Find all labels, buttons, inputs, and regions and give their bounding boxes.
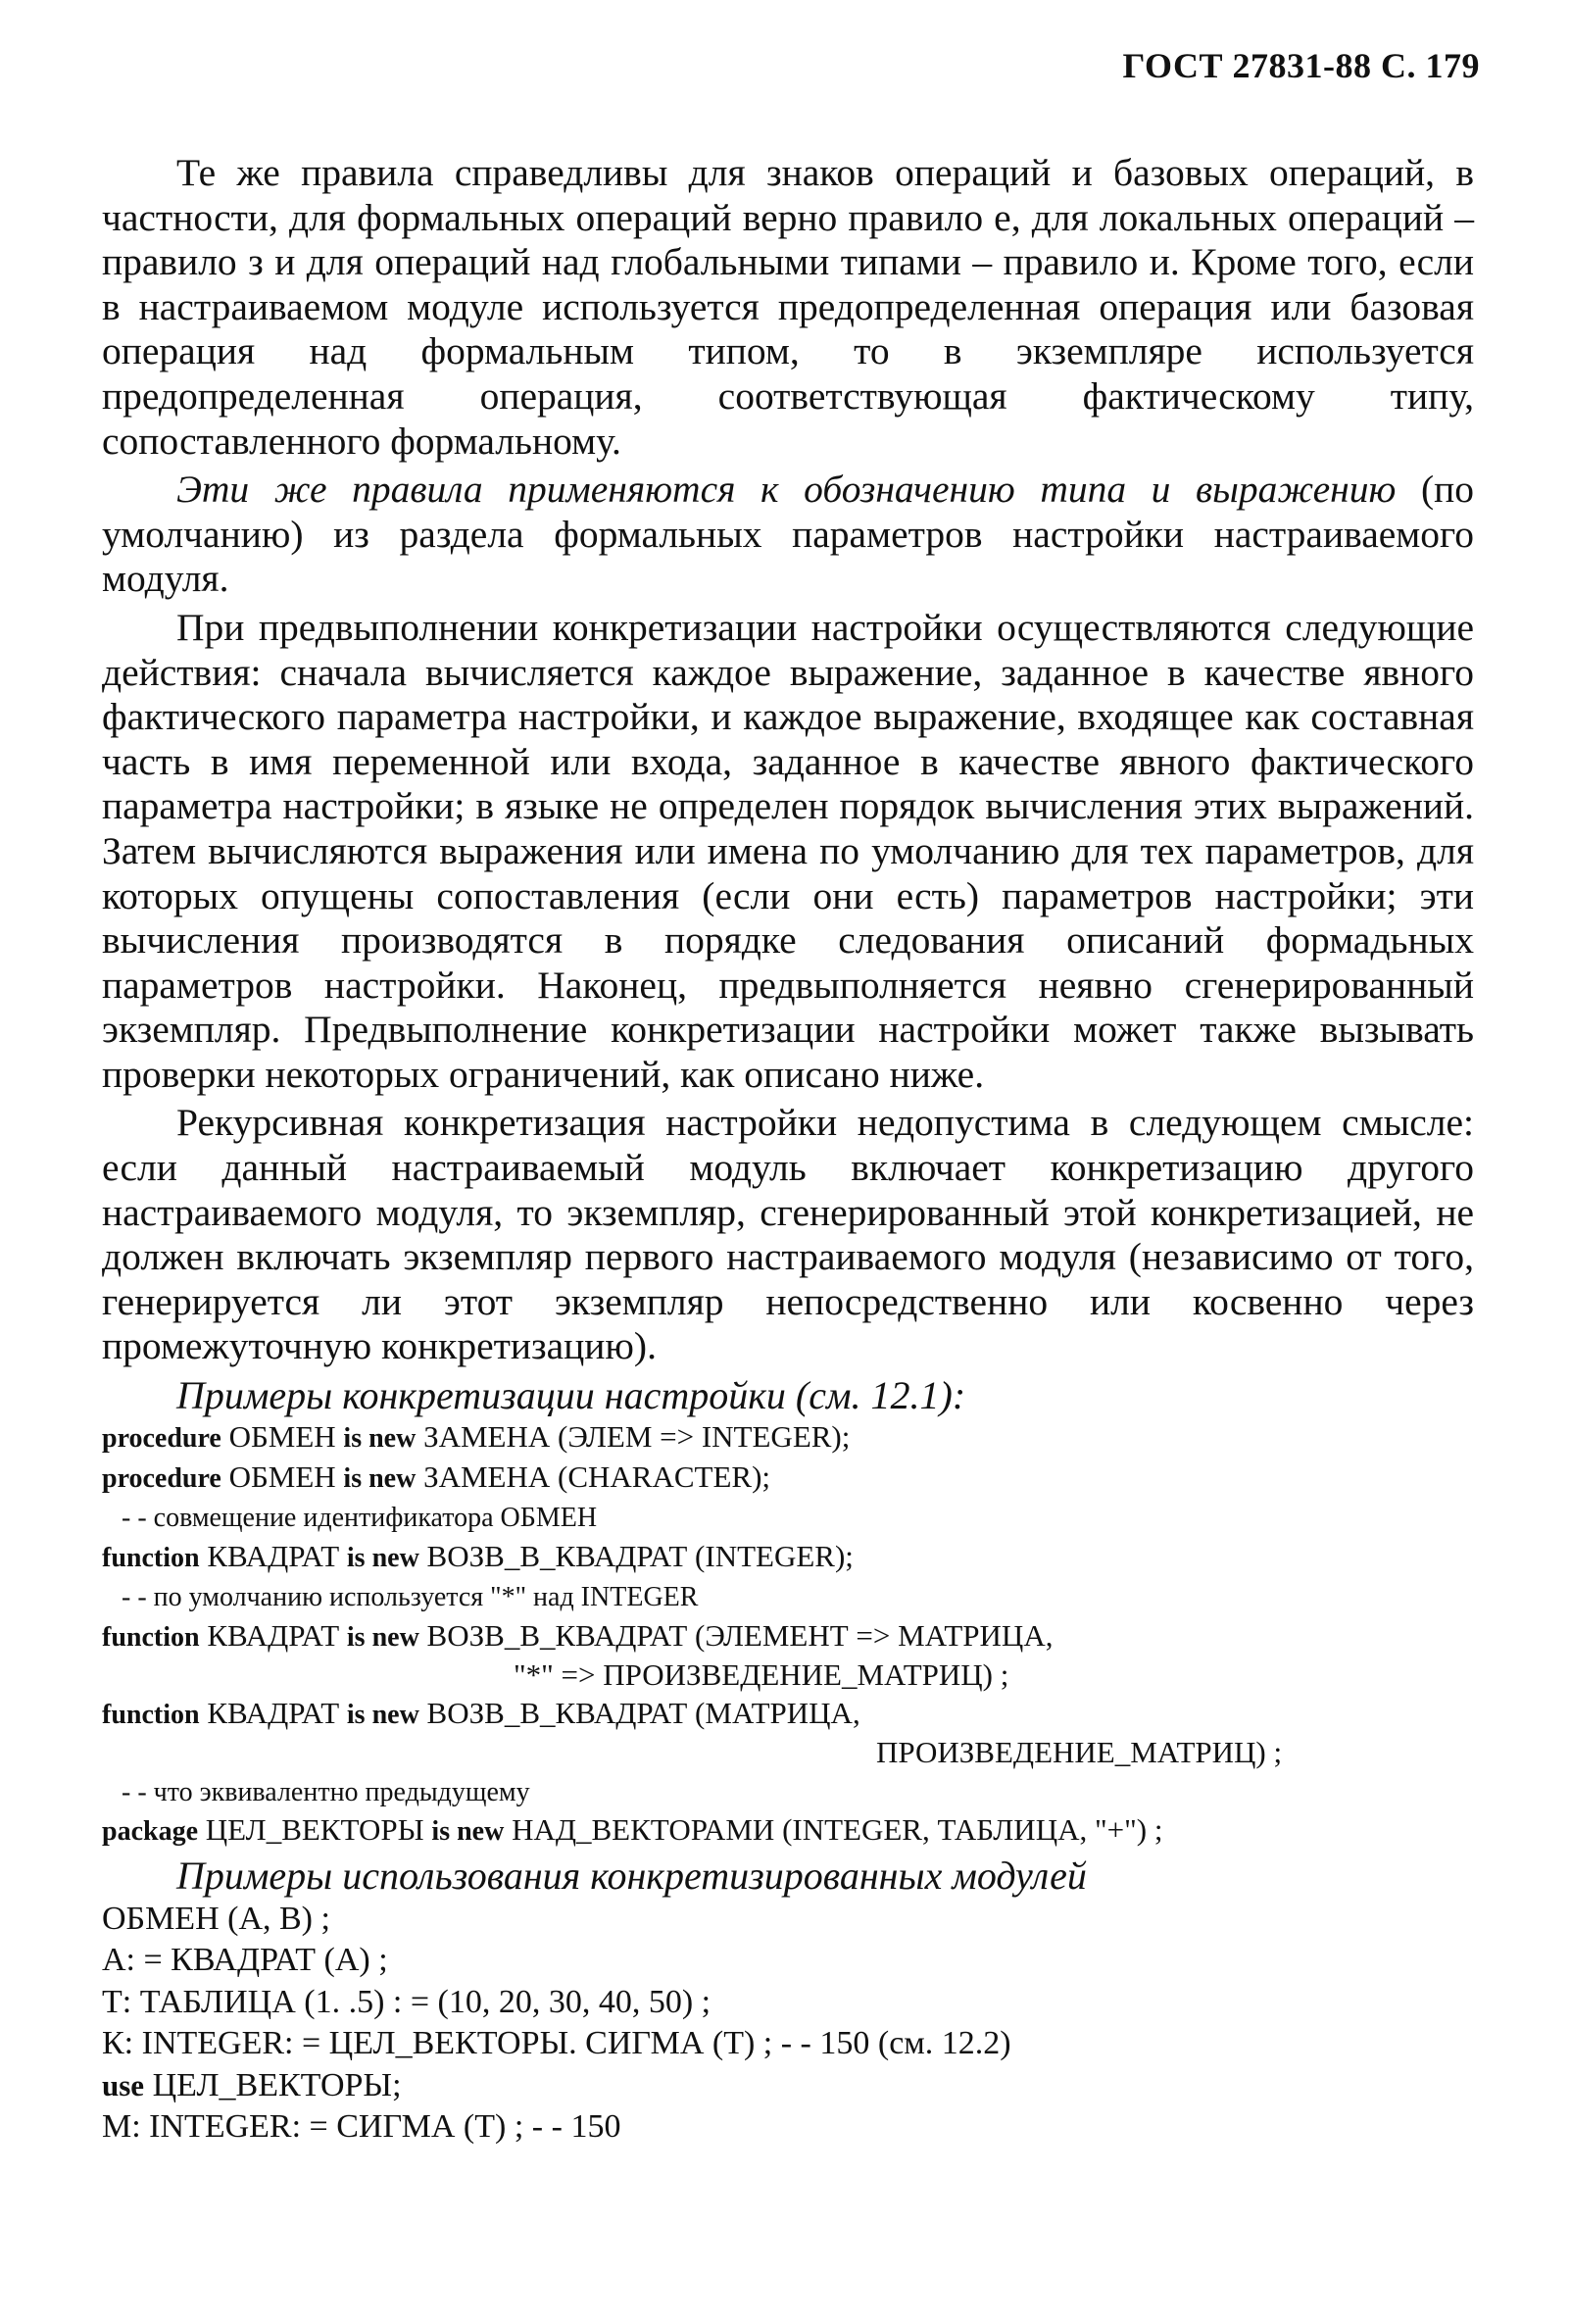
paragraph-1: Те же правила справедливы для знаков операций и базовых операций, в частности, для формальных операций верно правило е, для локальных операций – правило з и для операций над глобальными типами – правило и. Кроме того, если в настраиваемом модуле используется предопределенная операция или базовая операция над формальным типом, то в экземпляре используется предопределенная операция, соответствующая фактическому типу, сопоставленного формальному. — [102, 151, 1474, 463]
code-comment-text: - - по умолчанию используется "*" над INTEGER — [122, 1582, 699, 1613]
code-continuation — [102, 1734, 1474, 1772]
paragraph-2 — [102, 468, 1474, 602]
code-text: ЦЕЛ_ВЕКТОРЫ — [198, 1812, 432, 1848]
code-keyword: is new — [343, 1423, 417, 1455]
code-text: Т: ТАБЛИЦА (1. .5) : = (10, 20, 30, 40, 50) ; — [102, 1983, 711, 2020]
code-text: ОБМЕН — [221, 1459, 344, 1494]
usage-line — [102, 2023, 1474, 2065]
code-text: ВОЗВ_В_КВАДРАТ (ЭЛЕМЕНТ => МАТРИЦА, — [418, 1617, 1054, 1653]
code-continuation — [102, 1656, 1474, 1695]
code-line — [102, 1459, 1474, 1499]
code-text: А: = КВАДРАТ (А) ; — [102, 1942, 388, 1979]
usage-listing — [102, 1899, 1474, 2149]
code-keyword: procedure — [102, 1462, 221, 1494]
usage-line — [102, 2106, 1474, 2149]
examples-heading: Примеры конкретизации настройки (см. 12.1): — [176, 1373, 966, 1418]
code-text: ВОЗВ_В_КВАДРАТ (INTEGER); — [418, 1538, 854, 1573]
document-body — [102, 151, 1474, 2149]
code-line — [102, 1695, 1474, 1735]
code-text: ЗАМЕНА (CHARACTER); — [416, 1459, 771, 1494]
paragraph-3: При предвыполнении конкретизации настройки осуществляются следующие действия: сначала вычисляется каждое выражение, заданное в качестве явного фактического параметра настройки, и каждое выражение, входящее как составная часть в имя переменной или входа, заданное в качестве явного фактического параметра настройки; в языке не определен порядок вычисления этих выражений. Затем вычисляются выражения или имена по умолчанию для тех параметров, для которых опущены сопоставления (если они есть) параметров настройки; эти вычисления производятся в порядке следования описаний формадьных параметров настройки. Наконец, предвыполняется неявно сгенерированный экземпляр. Предвыполнение конкретизации настройки может также вызывать проверки некоторых ограничений, как описано ниже. — [102, 605, 1474, 1096]
code-text: М: INTEGER: = СИГМА (Т) ; - - 150 — [102, 2108, 621, 2146]
code-comment-text: - - что эквивалентно предыдущему — [122, 1776, 530, 1807]
code-text: "*" => ПРОИЗВЕДЕНИЕ_МАТРИЦ) ; — [514, 1657, 1009, 1693]
usage-line — [102, 1899, 1474, 1941]
code-text: ВОЗВ_В_КВАДРАТ (МАТРИЦА, — [418, 1695, 860, 1730]
code-text: ЗАМЕНА (ЭЛЕМ => INTEGER); — [416, 1419, 851, 1455]
code-text: КВАДРАТ — [199, 1695, 347, 1730]
code-comment-text: - - совмещение идентификатора ОБМЕН — [122, 1503, 598, 1534]
code-text: КВАДРАТ — [199, 1617, 347, 1653]
code-text: К: INTEGER: = ЦЕЛ_ВЕКТОРЫ. СИГМА (Т) ; - - 150 (см. 12.2) — [102, 2025, 1011, 2062]
code-text: ОБМЕН — [221, 1419, 344, 1455]
paragraph-4: Рекурсивная конкретизация настройки недопустима в следующем смысле: если данный настраиваемый модуль включает конкретизацию другого настраиваемого модуля, то экземпляр, сгенерированный этой конкретизацией, не должен включать экземпляр первого настраиваемого модуля (независимо от того, генерируется ли этот экземпляр непосредственно или косвенно через промежуточную конкретизацию). — [102, 1101, 1474, 1368]
code-text: ЦЕЛ_ВЕКТОРЫ; — [144, 2066, 402, 2103]
code-text: НАД_ВЕКТОРАМИ (INTEGER, ТАБЛИЦА, "+") ; — [504, 1812, 1163, 1848]
code-comment — [102, 1577, 1474, 1617]
code-text: ОБМЕН (А, В) ; — [102, 1900, 330, 1937]
code-keyword: use — [102, 2067, 145, 2102]
code-keyword: procedure — [102, 1423, 221, 1455]
code-keyword: is new — [431, 1816, 505, 1848]
code-keyword: is new — [346, 1699, 419, 1730]
code-line — [102, 1617, 1474, 1657]
running-header: ГОСТ 27831-88 С. 179 — [1122, 46, 1480, 85]
code-comment — [102, 1772, 1474, 1812]
code-text: КВАДРАТ — [199, 1538, 347, 1573]
usage-heading: Примеры использования конкретизированных модулей — [176, 1853, 1087, 1898]
usage-line — [102, 1940, 1474, 1982]
code-keyword: is new — [346, 1621, 419, 1653]
code-keyword: package — [102, 1816, 198, 1848]
usage-line — [102, 2065, 1474, 2107]
code-keyword: function — [102, 1621, 200, 1653]
code-listing — [102, 1418, 1474, 1852]
code-line — [102, 1811, 1474, 1852]
paragraph-2-rest: (по умолчанию) из раздела формальных параметров настройки настраиваемого модуля. — [102, 468, 1475, 601]
code-line — [102, 1418, 1474, 1459]
code-keyword: function — [102, 1542, 200, 1573]
code-keyword: function — [102, 1699, 200, 1730]
code-keyword: is new — [343, 1462, 417, 1494]
code-comment — [102, 1498, 1474, 1538]
paragraph-2-italic-lead: Эти же правила применяются к обозначению типа и выражению — [176, 468, 1397, 512]
code-line — [102, 1538, 1474, 1578]
code-text: ПРОИЗВЕДЕНИЕ_МАТРИЦ) ; — [876, 1735, 1283, 1770]
usage-line — [102, 1982, 1474, 2024]
code-keyword: is new — [346, 1542, 419, 1573]
